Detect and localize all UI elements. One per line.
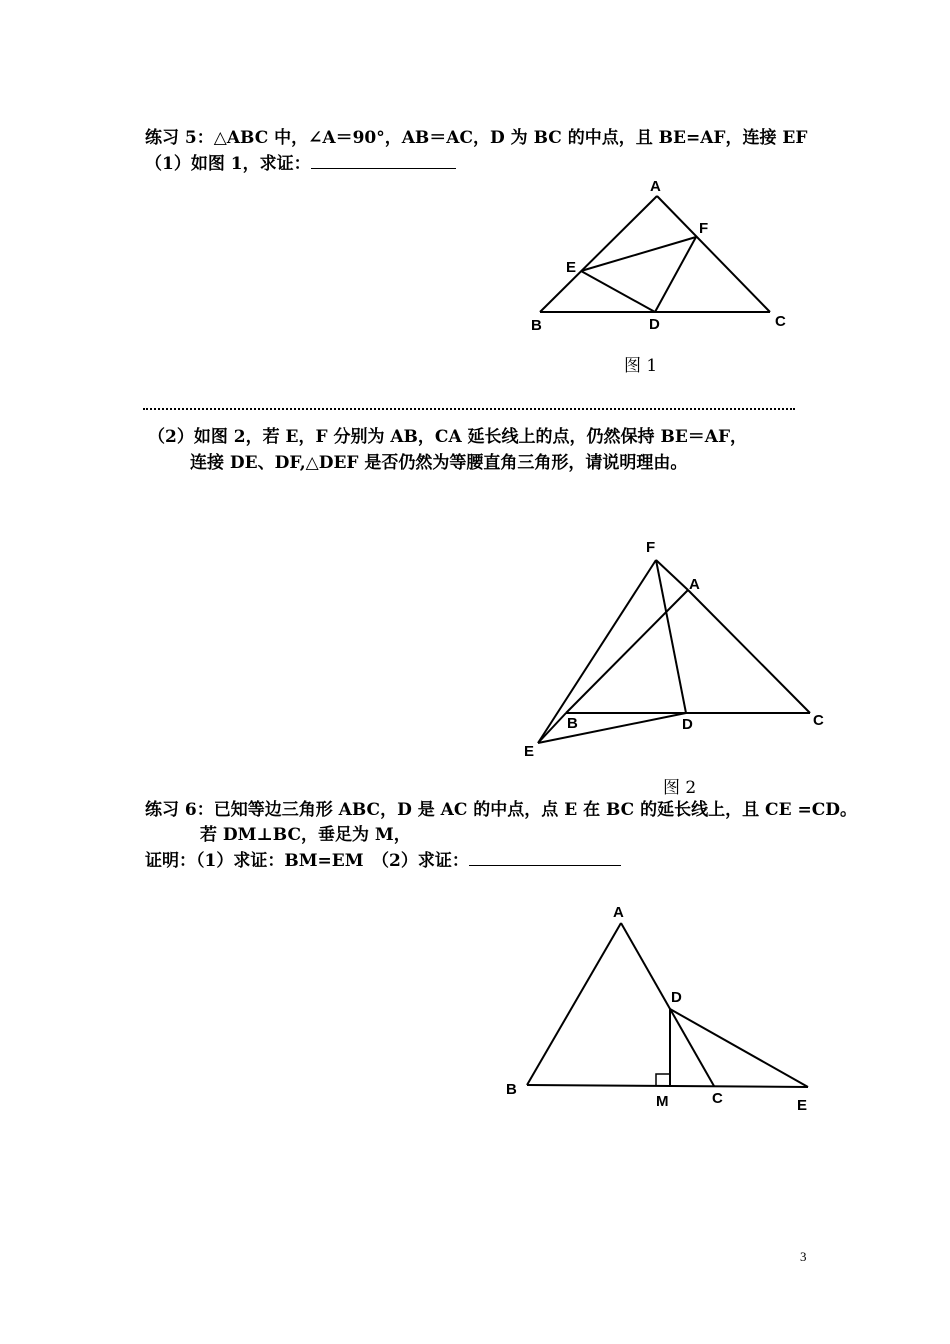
label-C: C bbox=[775, 313, 786, 330]
label-D: D bbox=[682, 716, 693, 733]
figure1 bbox=[540, 196, 770, 312]
label-A: A bbox=[689, 576, 700, 593]
exercise6-statement: 练习 6：已知等边三角形 ABC，D 是 AC 的中点，点 E 在 BC 的延长线上，且 CE =CD。 bbox=[145, 800, 857, 820]
figure2 bbox=[538, 560, 810, 743]
figure1-labels bbox=[531, 178, 786, 334]
exercise5-statement: 练习 5：△ABC 中，∠A＝90°，AB＝AC，D 为 BC 的中点，且 BE=AF，连接 EF bbox=[145, 128, 808, 148]
segment-ED bbox=[581, 271, 655, 312]
label-A: A bbox=[650, 178, 661, 195]
segment-AB bbox=[566, 590, 688, 713]
label-E: E bbox=[566, 259, 577, 276]
right-angle-mark bbox=[656, 1074, 670, 1086]
segment-AC bbox=[657, 196, 770, 312]
label-A: A bbox=[613, 904, 624, 921]
figure3 bbox=[527, 923, 808, 1087]
label-F: F bbox=[699, 220, 709, 237]
exercise5-part2-line1: （2）如图 2，若 E，F 分别为 AB，CA 延长线上的点，仍然保持 BE＝AF， bbox=[148, 427, 748, 447]
segment-EF bbox=[538, 560, 656, 743]
segment-AB bbox=[527, 923, 621, 1085]
label-E: E bbox=[797, 1097, 808, 1114]
figure2-caption: 图 2 bbox=[663, 778, 697, 798]
exercise6-condition: 若 DM⊥BC，垂足为 M， bbox=[200, 825, 411, 845]
label-C: C bbox=[813, 712, 824, 729]
exercise6-proof-text: 证明：（1）求证：BM=EM （2）求证： bbox=[145, 851, 469, 871]
label-D: D bbox=[671, 989, 682, 1006]
page-number: 3 bbox=[800, 1249, 807, 1264]
segment-AC bbox=[621, 923, 714, 1086]
segment-BE bbox=[527, 1085, 808, 1087]
label-B: B bbox=[567, 715, 578, 732]
label-B: B bbox=[531, 317, 542, 334]
label-F: F bbox=[646, 539, 656, 556]
label-D: D bbox=[649, 316, 660, 333]
label-M: M bbox=[656, 1093, 669, 1110]
segment-AC bbox=[688, 590, 810, 713]
segment-ED bbox=[538, 713, 686, 743]
exercise5-part2-line2: 连接 DE、DF,△DEF 是否仍然为等腰直角三角形，请说明理由。 bbox=[190, 453, 688, 473]
label-B: B bbox=[506, 1081, 517, 1098]
label-E: E bbox=[524, 743, 535, 760]
segment-DE bbox=[670, 1009, 808, 1087]
exercise5-part1-text: （1）如图 1，求证： bbox=[145, 154, 311, 174]
figure1-caption: 图 1 bbox=[624, 356, 658, 376]
label-C: C bbox=[712, 1090, 723, 1107]
